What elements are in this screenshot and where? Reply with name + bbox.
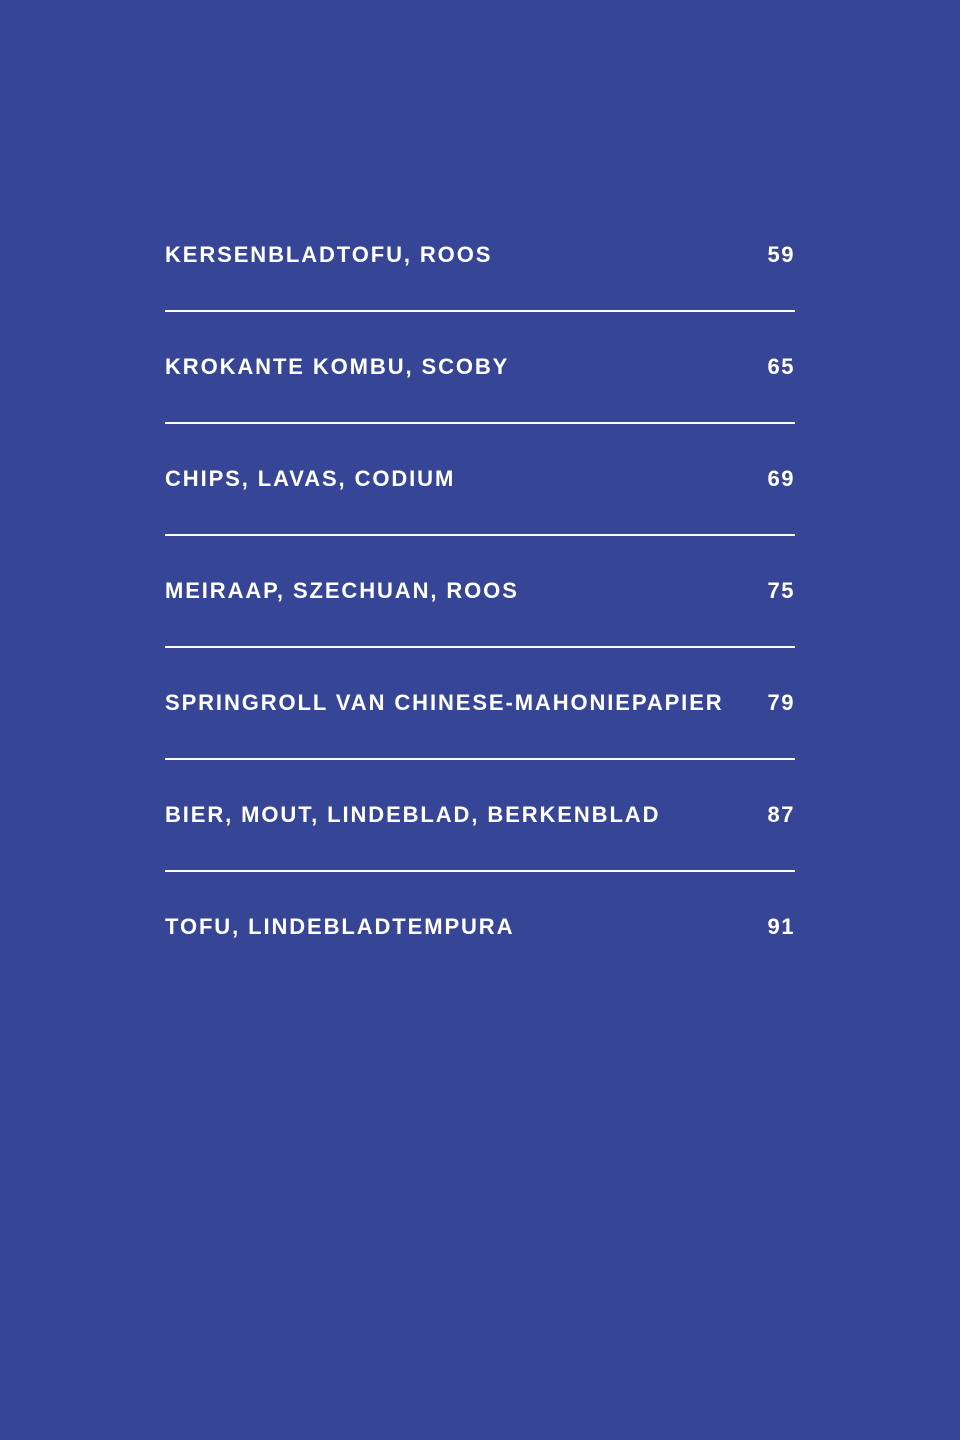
toc-entry[interactable]	[165, 424, 795, 536]
toc-entry-row	[165, 913, 795, 941]
toc-entry[interactable]	[165, 536, 795, 648]
toc-entry-page-number: 75	[767, 578, 795, 603]
toc-entry-page-number: 79	[767, 690, 795, 715]
toc-entry[interactable]	[165, 648, 795, 760]
toc-entry-title: SPRINGROLL VAN CHINESE-MAHONIEPAPIER	[165, 690, 724, 715]
toc-entry-page-number: 69	[767, 466, 795, 491]
toc-entry-row	[165, 353, 795, 381]
toc-entry-row	[165, 689, 795, 717]
toc-entry[interactable]	[165, 872, 795, 984]
toc-entry[interactable]	[165, 760, 795, 872]
table-of-contents	[165, 200, 795, 984]
toc-entry-title: CHIPS, LAVAS, CODIUM	[165, 466, 456, 491]
toc-entry-row	[165, 801, 795, 829]
toc-entry[interactable]	[165, 200, 795, 312]
toc-entry-title: KERSENBLADTOFU, ROOS	[165, 242, 493, 267]
toc-entry-title: KROKANTE KOMBU, SCOBY	[165, 354, 510, 379]
toc-entry-page-number: 91	[767, 914, 795, 939]
toc-entry-page-number: 87	[767, 802, 795, 827]
toc-entry-row	[165, 241, 795, 269]
toc-entry-row	[165, 465, 795, 493]
toc-entry-title: TOFU, LINDEBLADTEMPURA	[165, 914, 515, 939]
toc-entry-row	[165, 577, 795, 605]
toc-entry-title: MEIRAAP, SZECHUAN, ROOS	[165, 578, 519, 603]
toc-entry[interactable]	[165, 312, 795, 424]
toc-entry-page-number: 59	[767, 242, 795, 267]
toc-entry-page-number: 65	[767, 354, 795, 379]
toc-entry-title: BIER, MOUT, LINDEBLAD, BERKENBLAD	[165, 802, 661, 827]
